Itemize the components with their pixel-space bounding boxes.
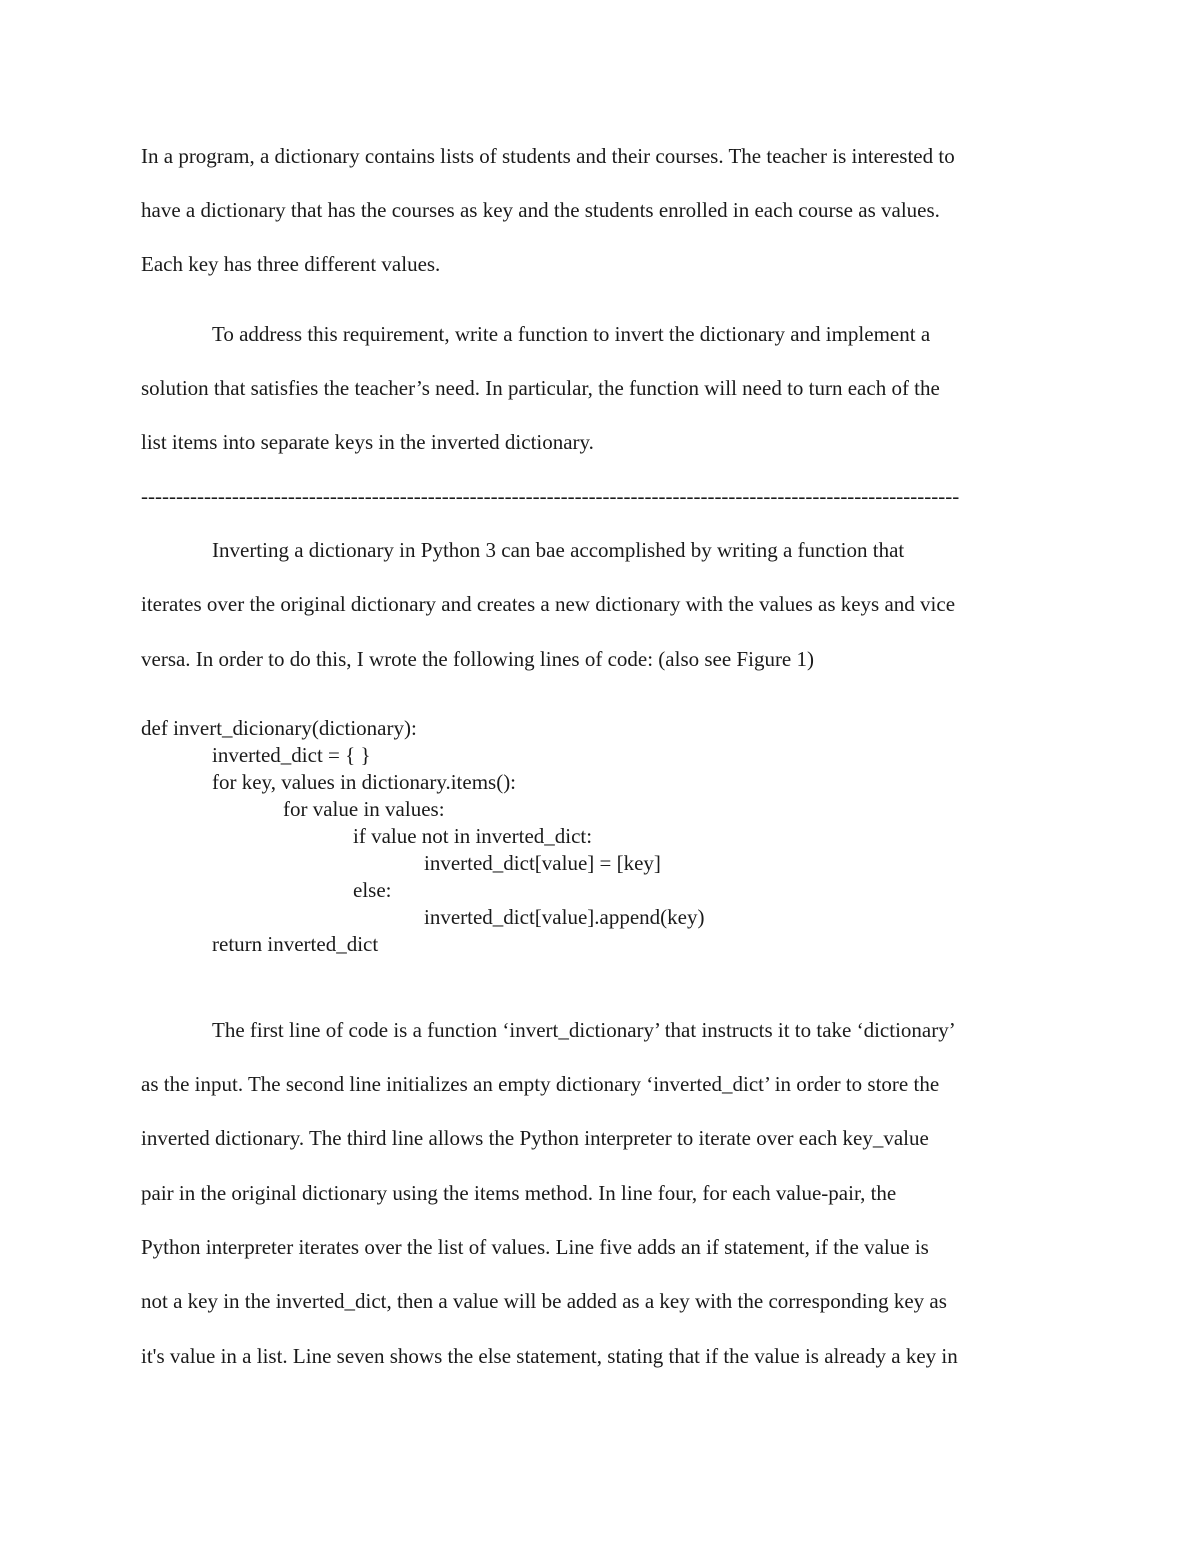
paragraph-3-line-2: iterates over the original dictionary and creates a new dictionary with the values as keys and vice xyxy=(141,592,956,616)
paragraph-4-line-5: Python interpreter iterates over the list of values. Line five adds an if statement, if the value is xyxy=(141,1235,929,1259)
code-line-8: inverted_dict[value].append(key) xyxy=(424,905,705,929)
code-line-4: for value in values: xyxy=(283,797,445,821)
paragraph-2-line-3: list items into separate keys in the inverted dictionary. xyxy=(141,430,594,454)
paragraph-1-line-3: Each key has three different values. xyxy=(141,252,441,276)
paragraph-1-line-1: In a program, a dictionary contains lists of students and their courses. The teacher is interested to xyxy=(141,144,955,168)
paragraph-4-line-3: inverted dictionary. The third line allows the Python interpreter to iterate over each key_value xyxy=(141,1126,929,1150)
paragraph-2-line-2: solution that satisfies the teacher’s need. In particular, the function will need to turn each of the xyxy=(141,376,940,400)
paragraph-4-line-6: not a key in the inverted_dict, then a value will be added as a key with the corresponding key as xyxy=(141,1289,947,1313)
paragraph-4-line-1: The first line of code is a function ‘invert_dictionary’ that instructs it to take ‘dictionary’ xyxy=(212,1018,956,1042)
code-line-5: if value not in inverted_dict: xyxy=(353,824,593,848)
paragraph-4-line-4: pair in the original dictionary using the items method. In line four, for each value-pair, the xyxy=(141,1181,897,1205)
code-line-3: for key, values in dictionary.items(): xyxy=(212,770,517,794)
code-line-2: inverted_dict = { } xyxy=(212,743,371,767)
paragraph-3-line-1: Inverting a dictionary in Python 3 can bae accomplished by writing a function that xyxy=(212,538,905,562)
paragraph-4-line-7: it's value in a list. Line seven shows the else statement, stating that if the value is already a key in xyxy=(141,1344,958,1368)
paragraph-3-line-3: versa. In order to do this, I wrote the following lines of code: (also see Figure 1) xyxy=(141,647,814,671)
paragraph-1-line-2: have a dictionary that has the courses as key and the students enrolled in each course as values. xyxy=(141,198,940,222)
code-line-9: return inverted_dict xyxy=(212,932,379,956)
paragraph-4-line-2: as the input. The second line initializes an empty dictionary ‘inverted_dict’ in order to store the xyxy=(141,1072,940,1096)
code-line-1: def invert_dicionary(dictionary): xyxy=(141,716,417,740)
code-line-7: else: xyxy=(353,878,392,902)
code-line-6: inverted_dict[value] = [key] xyxy=(424,851,661,875)
paragraph-2-line-1: To address this requirement, write a function to invert the dictionary and implement a xyxy=(212,322,931,346)
dashed-divider: --------------------------------------------------------------------------------------------------------------------- xyxy=(141,484,960,508)
